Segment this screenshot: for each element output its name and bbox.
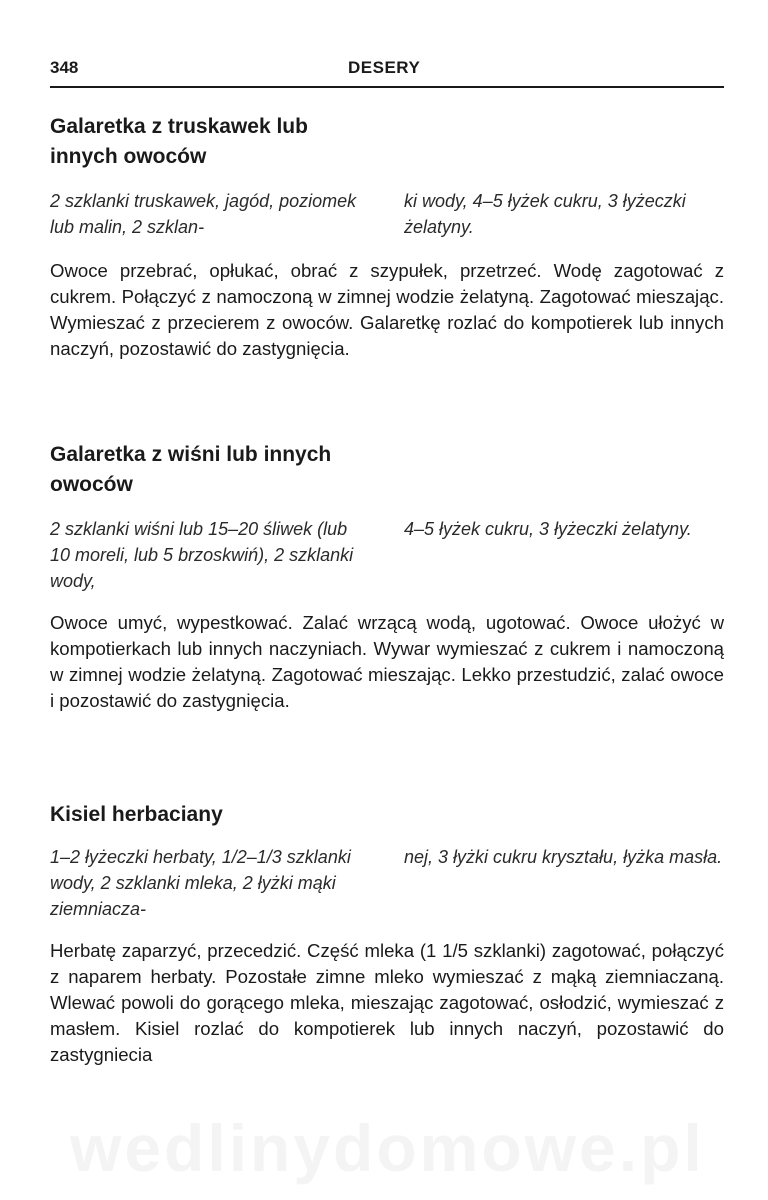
- ingredients-column-right: ki wody, 4–5 łyżek cukru, 3 łyżeczki żelatyny.: [404, 191, 686, 237]
- recipe-tea-kissel: [50, 800, 724, 1068]
- watermark: wedlinydomowe.pl: [70, 1111, 705, 1185]
- ingredients-column-right: nej, 3 łyżki cukru kryształu, łyżka masła.: [404, 847, 723, 867]
- ingredients-column-left: 1–2 łyżeczki herbaty, 1/2–1/3 szklanki wody, 2 szklanki mleka, 2 łyżki mąki ziemniacza-: [50, 847, 351, 919]
- section-name: DESERY: [348, 58, 421, 77]
- ingredients-column-left: 2 szklanki truskawek, jagód, poziomek lub malin, 2 szklan-: [50, 191, 357, 237]
- instructions: Owoce umyć, wypestkować. Zalać wrzącą wodą, ugotować. Owoce ułożyć w kompotierkach lub innych naczyniach. Wywar wymieszać z cukrem i namoczoną w zimnej wodzie żelatyną. Zagotować mieszając. Lekko przestudzić, zalać owoce i pozostawić do zastygnięcia.: [50, 612, 724, 711]
- recipe-title: Galaretka z truskawek lub innych owoców: [50, 115, 308, 168]
- recipe-strawberry-jelly: [50, 112, 724, 362]
- ingredients: [50, 516, 724, 594]
- ingredients: [50, 188, 724, 240]
- ingredients-column-left: 2 szklanki wiśni lub 15–20 śliwek (lub 10 moreli, lub 5 brzoskwiń), 2 szklanki wody,: [50, 519, 354, 591]
- recipe-cherry-jelly: [50, 440, 724, 714]
- instructions: Herbatę zaparzyć, przecedzić. Część mleka (1 1/5 szklanki) zagotować, połączyć z naparem herbaty. Pozostałe zimne mleko wymieszać z mąką ziemniaczaną. Wlewać powoli do gorącego mleka, mieszając zagotować, osłodzić, wymieszać z masłem. Kisiel rozlać do kompotierek lub innych naczyń, pozostawić do zastygniecia: [50, 940, 724, 1065]
- recipe-title: Galaretka z wiśni lub innych owoców: [50, 443, 332, 496]
- ingredients: [50, 844, 724, 922]
- page-number: 348: [50, 58, 79, 77]
- instructions: Owoce przebrać, opłukać, obrać z szypułek, przetrzeć. Wodę zagotować z cukrem. Połączyć z namoczoną w zimnej wodzie żelatyną. Zagotować mieszając. Wymieszać z przecierem z owoców. Galaretkę rozlać do kompotierek lub innych naczyń, pozostawić do zastygnięcia.: [50, 260, 724, 359]
- recipe-title: Kisiel herbaciany: [50, 803, 223, 826]
- ingredients-column-right: 4–5 łyżek cukru, 3 łyżeczki żelatyny.: [404, 519, 692, 539]
- page-header: [50, 58, 724, 88]
